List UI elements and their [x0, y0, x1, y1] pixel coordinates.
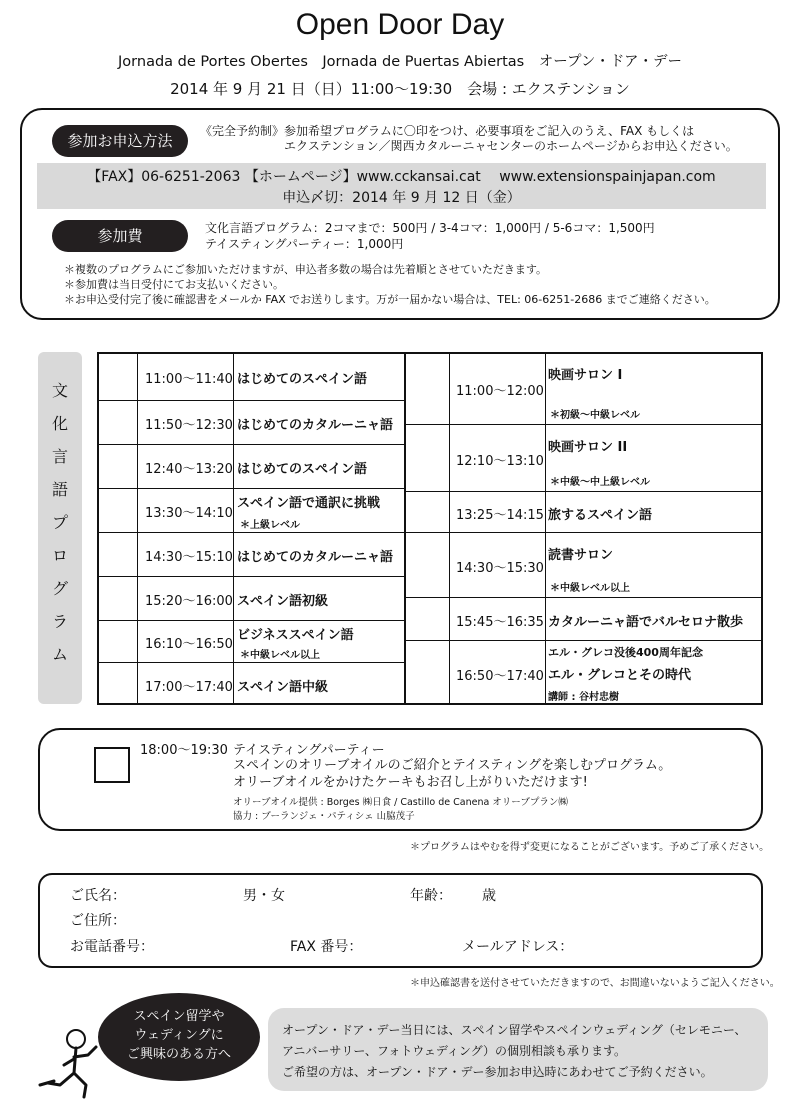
fee-party: テイスティングパーティー：1,000円 [205, 237, 404, 251]
party-credits [233, 796, 568, 824]
consultation-info [282, 1020, 746, 1083]
session-name: 映画サロン I [548, 368, 623, 383]
bubble-line: ウェディングに [134, 1028, 224, 1043]
vertical-char: ム [51, 645, 68, 664]
phone-label: お電話番号： [70, 939, 154, 955]
row-divider [97, 620, 404, 621]
session-time: 15:20〜16:00 [145, 594, 233, 609]
row-divider [97, 400, 404, 401]
fax-label: FAX 番号： [290, 939, 363, 955]
session-time: 11:00〜12:00 [456, 384, 544, 399]
info-line: ご希望の方は、オープン・ドア・デー参加お申込時にあわせてご予約ください。 [282, 1065, 713, 1079]
session-name: 読書サロン [548, 548, 614, 563]
program-checkbox[interactable] [98, 663, 136, 704]
gender-choice[interactable]: 男・女 [243, 888, 285, 904]
apply-text [200, 124, 770, 154]
row-divider [404, 597, 763, 598]
session-time: 12:10〜13:10 [456, 453, 544, 469]
table-divider [449, 352, 450, 705]
page-subtitle: Jornada de Portes Obertes Jornada de Puertas Abiertas オープン・ドア・デー [118, 54, 682, 70]
row-divider [404, 491, 763, 492]
email-field[interactable] [580, 933, 750, 953]
event-date: 2014 年 9 月 21 日（日）11:00〜19:30 会場 : エクステンション [170, 80, 630, 98]
session-time: 15:45〜16:35 [456, 614, 544, 630]
session-time: 16:10〜16:50 [145, 637, 233, 652]
fee-program: 文化言語プログラム：2コマまで：500円 / 3-4コマ：1,000円 / 5-6コマ：1,500円 [205, 221, 655, 235]
table-divider [137, 352, 138, 705]
program-checkbox[interactable] [98, 489, 136, 531]
session-time: 13:25〜14:15 [456, 507, 544, 523]
row-divider [97, 488, 404, 489]
session-level: ＊中級レベル以上 [550, 583, 630, 594]
session-subtitle: エル・グレコ没後400周年記念 [548, 646, 703, 659]
session-time: 13:30〜14:10 [145, 506, 233, 521]
table-divider [545, 352, 546, 705]
apply-note: ＊参加費は当日受付にてお支払いください。 [64, 278, 284, 291]
session-time: 16:50〜17:40 [456, 668, 544, 684]
program-checkbox[interactable] [98, 445, 136, 487]
session-level: ＊初級〜中級レベル [550, 410, 640, 421]
address-field[interactable] [130, 907, 750, 927]
bubble-line: ご興味のある方へ [126, 1047, 231, 1062]
row-divider [404, 532, 763, 533]
program-checkbox[interactable] [406, 533, 448, 596]
session-level: ＊上級レベル [240, 520, 300, 531]
fee-details [205, 220, 655, 252]
row-divider [404, 640, 763, 641]
program-checkbox[interactable] [98, 533, 136, 575]
session-name: スペイン語初級 [237, 594, 329, 609]
session-time: 12:40〜13:20 [145, 462, 233, 477]
contact-info: 【FAX】06-6251-2063 【ホームページ】www.cckansai.cat www.extensionspainjapan.com [87, 169, 716, 185]
apply-notes [64, 262, 774, 307]
party-credit-1: オリーブオイル提供 : Borges ㈱日食 / Castillo de Canena オリーブプラン㈱ [233, 797, 568, 808]
vertical-char: 語 [51, 480, 68, 499]
name-field[interactable] [140, 882, 235, 902]
session-name: エル・グレコとその時代 [548, 667, 692, 683]
session-time: 11:50〜12:30 [145, 418, 233, 433]
name-label: ご氏名： [70, 888, 126, 904]
row-divider [97, 576, 404, 577]
apply-text-line-1: 《完全予約制》参加希望プログラムに〇印をつけ、必要事項をご記入のうえ、FAX もしくは [200, 124, 695, 138]
age-unit: 歳 [482, 888, 496, 904]
row-divider [97, 532, 404, 533]
session-name: はじめてのスペイン語 [237, 462, 368, 477]
vertical-char: ラ [51, 612, 68, 631]
info-line: オープン・ドア・デー当日には、スペイン留学やスペインウェディング（セレモニー、 [282, 1023, 747, 1037]
vertical-char: 言 [51, 447, 68, 466]
party-desc [233, 757, 671, 791]
program-checkbox[interactable] [98, 401, 136, 443]
vertical-char: 文 [51, 381, 68, 400]
deadline: 申込〆切：2014 年 9 月 12 日（金） [282, 190, 521, 206]
party-credit-2: 協力 : ブーランジェ・パティシェ 山脇茂子 [233, 811, 415, 822]
session-name: カタルーニャ語でバルセロナ散歩 [548, 614, 744, 630]
fax-field[interactable] [360, 933, 455, 953]
program-checkbox[interactable] [98, 577, 136, 619]
apply-text-line-2: エクステンション／関西カタルーニャセンターのホームページからお申込ください。 [284, 139, 738, 153]
program-checkbox[interactable] [406, 353, 448, 423]
page-title: Open Door Day [295, 8, 505, 41]
row-divider [404, 424, 763, 425]
info-line: アニバーサリー、フォトウェディング）の個別相談も承ります。 [282, 1044, 627, 1058]
apply-note: ＊複数のプログラムにご参加いただけますが、申込者多数の場合は先着順とさせていただきます。 [64, 263, 548, 276]
party-desc-line-1: スペインのオリーブオイルのご紹介とテイスティングを楽しむプログラム。 [233, 758, 672, 773]
age-field[interactable] [455, 882, 480, 902]
fee-label: 参加費 [52, 220, 188, 252]
session-name: はじめてのスペイン語 [237, 372, 368, 387]
vertical-char: グ [51, 579, 68, 598]
program-checkbox[interactable] [406, 492, 448, 531]
session-name: スペイン語で通訳に挑戦 [237, 496, 381, 511]
session-name: 旅するスペイン語 [548, 507, 653, 523]
session-name: はじめてのカタルーニャ語 [237, 550, 394, 565]
session-name: はじめてのカタルーニャ語 [237, 418, 394, 433]
party-checkbox[interactable] [94, 747, 130, 783]
phone-field[interactable] [160, 933, 280, 953]
party-time: 18:00〜19:30 [140, 743, 228, 758]
session-name: ビジネススペイン語 [237, 628, 354, 643]
session-time: 14:30〜15:10 [145, 550, 233, 565]
program-disclaimer: ＊プログラムはやむを得ず変更になることがございます。予めご了承ください。 [410, 842, 770, 853]
vertical-char: プ [51, 513, 68, 532]
address-label: ご住所： [70, 913, 126, 929]
party-title: テイスティングパーティー [233, 743, 385, 758]
table-divider [233, 352, 234, 705]
session-lecturer: 講師 : 谷村忠樹 [548, 692, 619, 703]
walking-person-icon [36, 1025, 106, 1105]
apply-note: ＊お申込受付完了後に確認書をメールか FAX でお送りします。万が一届かない場合は、TEL: 06-6251-2686 までご連絡ください。 [64, 293, 716, 306]
program-checkbox[interactable] [98, 353, 136, 399]
apply-method-label: 参加お申込方法 [52, 125, 188, 157]
session-name: 映画サロン II [548, 440, 628, 455]
consultation-bubble [98, 993, 260, 1081]
session-name: スペイン語中級 [237, 679, 329, 695]
row-divider [97, 662, 404, 663]
session-level: ＊中級〜中上級レベル [550, 477, 650, 488]
session-time: 11:00〜11:40 [145, 372, 233, 387]
vertical-char: 化 [51, 414, 68, 433]
form-note: ＊申込確認書を送付させていただきますので、お間違いないようご記入ください。 [410, 978, 780, 989]
program-checkbox[interactable] [98, 621, 136, 661]
vertical-char: ロ [51, 546, 68, 565]
program-checkbox[interactable] [406, 641, 448, 704]
row-divider [97, 444, 404, 445]
age-label: 年齢： [410, 888, 452, 904]
session-time: 14:30〜15:30 [456, 560, 544, 576]
program-checkbox[interactable] [406, 598, 448, 639]
session-time: 17:00〜17:40 [145, 679, 233, 695]
program-vertical-label [38, 352, 82, 704]
bubble-line: スペイン留学や [133, 1009, 225, 1024]
party-desc-line-2: オリーブオイルをかけたケーキもお召し上がりいただけます! [233, 775, 588, 790]
session-level: ＊中級レベル以上 [240, 650, 320, 661]
program-checkbox[interactable] [406, 425, 448, 490]
email-label: メールアドレス： [462, 939, 574, 955]
